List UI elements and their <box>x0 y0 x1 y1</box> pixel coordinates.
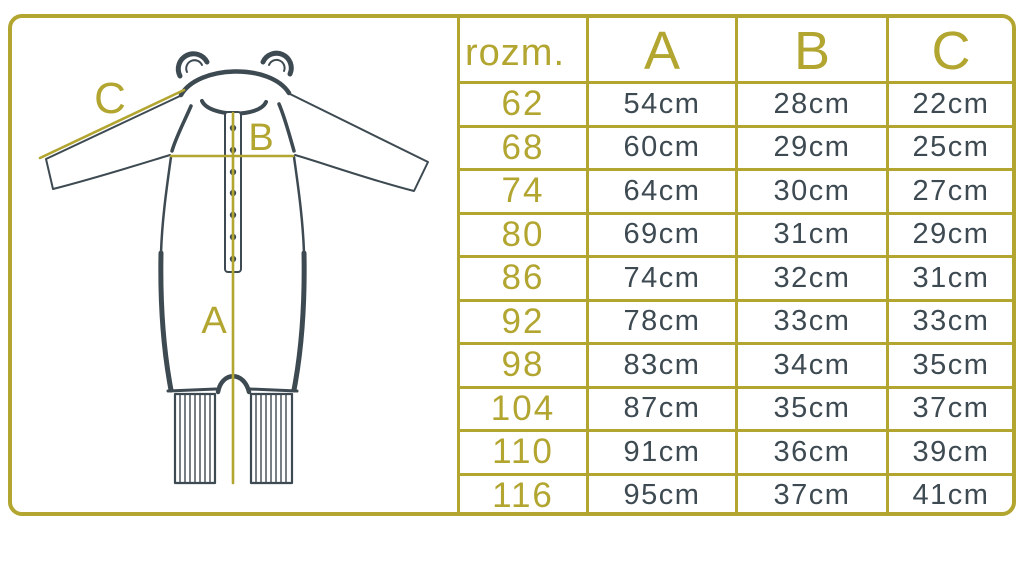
size-column-header: rozm. <box>465 32 565 74</box>
measurement-cell-c: 41cm <box>886 473 1013 517</box>
measurement-cell-b: 36cm <box>735 429 886 473</box>
measurement-cell-a: 64cm <box>586 168 735 212</box>
measurement-cell-a: 74cm <box>586 255 735 299</box>
measurement-cell-a: 95cm <box>586 473 735 517</box>
measurement-cell-a: 54cm <box>586 81 735 125</box>
right-raglan-seam <box>279 104 294 151</box>
measurement-cell-b: 30cm <box>735 168 886 212</box>
measurement-cell-b: 28cm <box>735 81 886 125</box>
column-header-c: C <box>886 14 1013 81</box>
measurement-cell-b: 31cm <box>735 212 886 256</box>
measurement-cell-c: 35cm <box>886 342 1013 386</box>
measurement-cell-c: 29cm <box>886 212 1013 256</box>
left-leg-hem <box>168 389 216 391</box>
measurement-cell-a: 78cm <box>586 299 735 343</box>
measurement-cell-a: 83cm <box>586 342 735 386</box>
measurement-cell-c: 37cm <box>886 386 1013 430</box>
yoke-dome <box>181 71 289 95</box>
size-cell: 62 <box>460 81 586 125</box>
measurement-cell-b: 29cm <box>735 125 886 169</box>
size-cell: 92 <box>460 299 586 343</box>
size-cell: 80 <box>460 212 586 256</box>
measurement-cell-a: 91cm <box>586 429 735 473</box>
size-cell: 68 <box>460 125 586 169</box>
measurement-cell-b: 34cm <box>735 342 886 386</box>
right-ear-icon <box>263 53 291 74</box>
left-side-seam <box>161 157 171 253</box>
column-header-b: B <box>735 14 886 81</box>
measurement-cell-b: 35cm <box>735 386 886 430</box>
measurement-label-c: C <box>94 74 126 123</box>
measurement-cell-b: 37cm <box>735 473 886 517</box>
measurement-cell-c: 27cm <box>886 168 1013 212</box>
left-ear-inner <box>186 60 202 72</box>
right-leg-cuff <box>251 394 292 483</box>
measurement-label-a: A <box>201 300 227 342</box>
size-cell: 110 <box>460 429 586 473</box>
measurement-cell-a: 69cm <box>586 212 735 256</box>
size-cell: 74 <box>460 168 586 212</box>
right-side-seam <box>294 157 304 253</box>
measurement-cell-c: 31cm <box>886 255 1013 299</box>
size-table <box>457 14 1013 516</box>
measurement-cell-c: 39cm <box>886 429 1013 473</box>
measurement-cell-c: 33cm <box>886 299 1013 343</box>
measurement-cell-a: 87cm <box>586 386 735 430</box>
size-cell: 104 <box>460 386 586 430</box>
left-leg-cuff <box>175 394 215 483</box>
left-leg-seam <box>161 253 171 390</box>
size-cell: 116 <box>460 473 586 517</box>
measurement-cell-b: 33cm <box>735 299 886 343</box>
column-header-a: A <box>586 14 735 81</box>
measurement-cell-c: 25cm <box>886 125 1013 169</box>
right-ear-inner <box>269 60 285 71</box>
right-leg-hem <box>250 389 297 391</box>
measurement-label-b: B <box>248 117 274 159</box>
measurement-cell-a: 60cm <box>586 125 735 169</box>
size-cell: 98 <box>460 342 586 386</box>
right-sleeve <box>290 94 428 191</box>
size-cell: 86 <box>460 255 586 299</box>
left-raglan-seam <box>172 106 191 151</box>
right-leg-seam <box>294 253 304 390</box>
measurement-cell-c: 22cm <box>886 81 1013 125</box>
measurement-cell-b: 32cm <box>735 255 886 299</box>
